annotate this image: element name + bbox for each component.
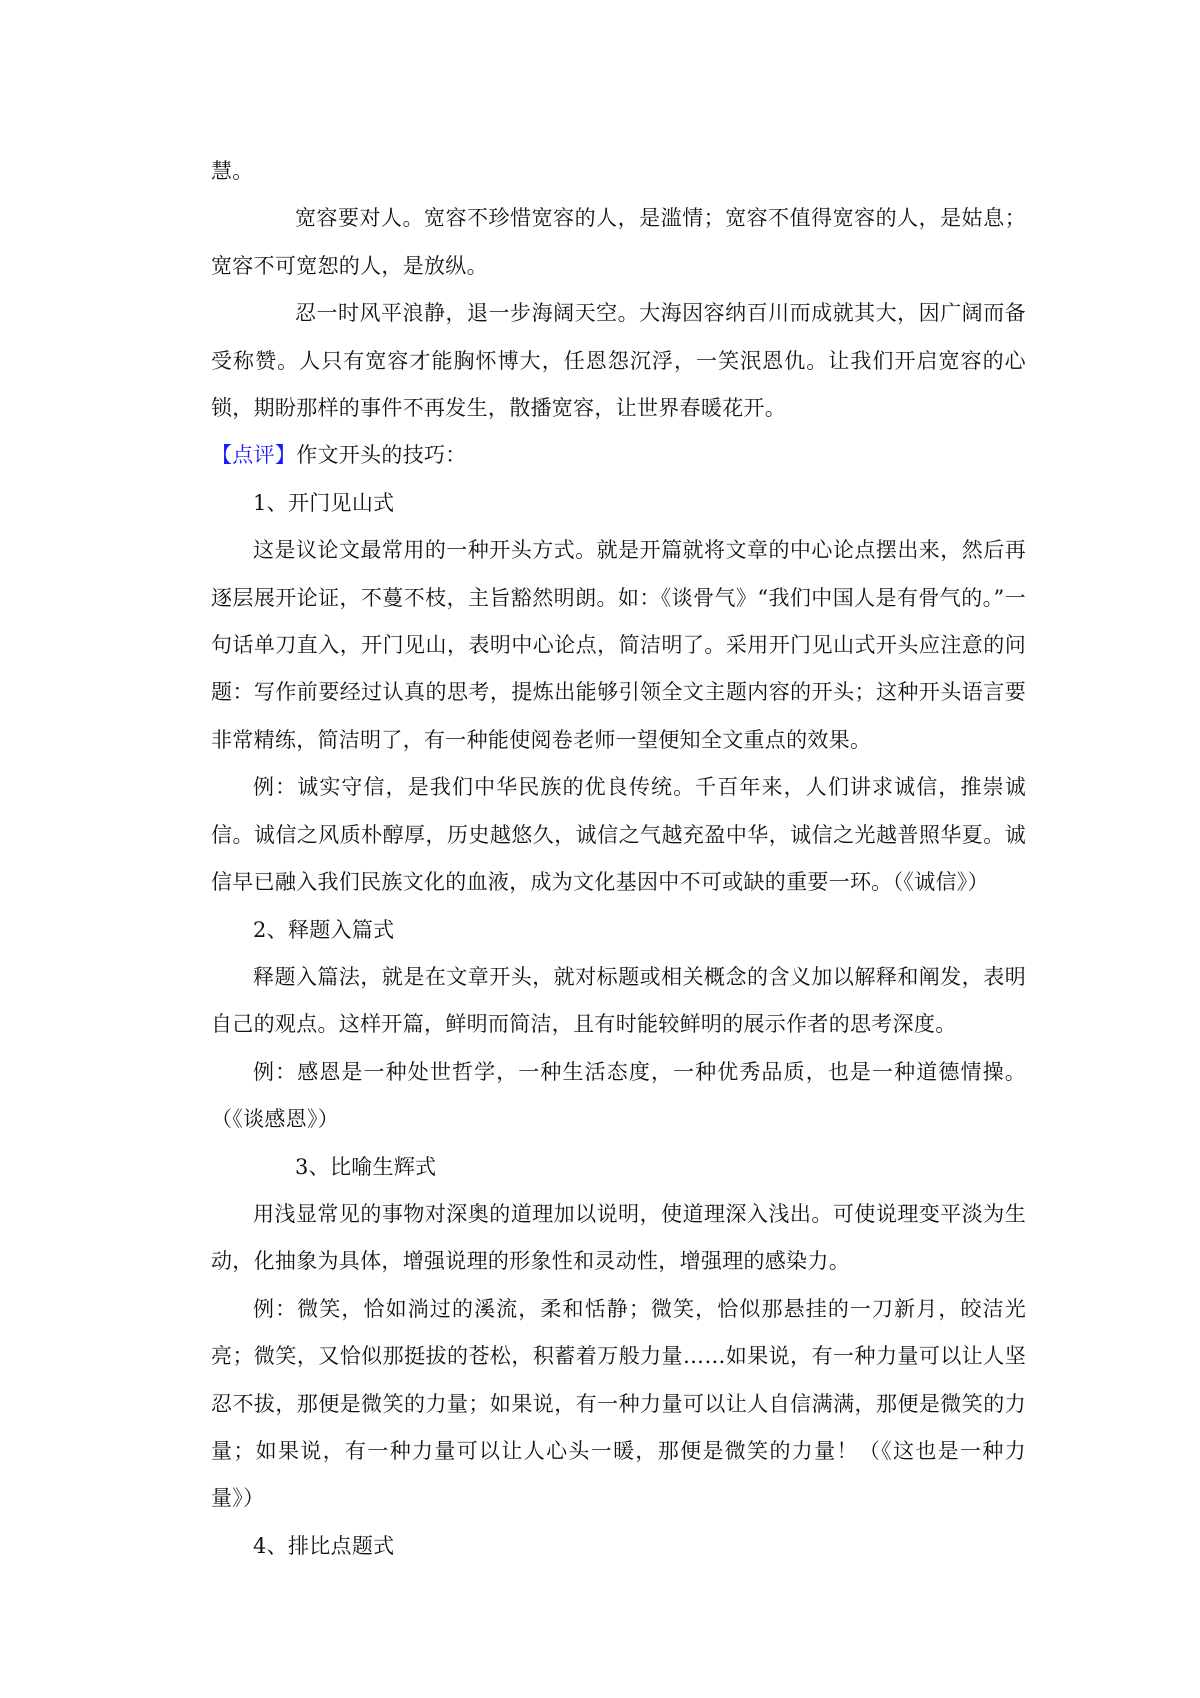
section-example-2: 例：感恩是一种处世哲学，一种生活态度，一种优秀品质，也是一种道德情操。（《谈感恩》） bbox=[211, 1059, 1026, 1132]
comment-text: 作文开头的技巧： bbox=[296, 443, 467, 468]
section-body-2: 释题入篇法，就是在文章开头，就对标题或相关概念的含义加以解释和阐发，表明自己的观点。这样开篇，鲜明而简洁，且有时能较鲜明的展示作者的思考深度。 bbox=[211, 964, 1026, 1037]
section-body-1: 这是议论文最常用的一种开头方式。就是开篇就将文章的中心论点摆出来，然后再逐层展开论证，不蔓不枝，主旨豁然明朗。如：《谈骨气》“我们中国人是有骨气的。”一句话单刀直入，开门见山，表明中心论点，简洁明了。采用开门见山式开头应注意的问题：写作前要经过认真的思考，提炼出能够引领全文主题内容的开头；这种开头语言要非常精练，简洁明了，有一种能使阅卷老师一望便知全文重点的效果。 bbox=[211, 538, 1026, 752]
section-heading-4: 4、排比点题式 bbox=[253, 1533, 395, 1558]
section-example-3: 例：微笑，恰如淌过的溪流，柔和恬静；微笑，恰似那悬挂的一刀新月，皎洁光亮；微笑，又恰似那挺拔的苍松，积蓄着万般力量……如果说，有一种力量可以让人坚忍不拔，那便是微笑的力量；如果说，有一种力量可以让人自信满满，那便是微笑的力量；如果说，有一种力量可以让人心头一暖，那便是微笑的力量！（《这也是一种力量》） bbox=[211, 1296, 1026, 1511]
section-heading-2: 2、释题入篇式 bbox=[253, 917, 395, 942]
section-heading-1: 1、开门见山式 bbox=[253, 490, 395, 515]
comment-label: 【点评】 bbox=[211, 443, 297, 468]
paragraph-continuation: 慧。 bbox=[211, 159, 254, 183]
section-heading-3: 3、比喻生辉式 bbox=[295, 1154, 437, 1179]
section-body-3: 用浅显常见的事物对深奥的道理加以说明，使道理深入浅出。可使说理变平淡为生动，化抽象为具体，增强说理的形象性和灵动性，增强理的感染力。 bbox=[211, 1201, 1026, 1274]
document-body bbox=[211, 148, 1026, 1570]
comment-line bbox=[211, 432, 1026, 479]
paragraph-tolerance-people: 宽容要对人。宽容不珍惜宽容的人，是滥情；宽容不值得宽容的人，是姑息；宽容不可宽恕的人，是放纵。 bbox=[211, 206, 1026, 278]
paragraph-tolerance-conclusion: 忍一时风平浪静，退一步海阔天空。大海因容纳百川而成就其大，因广阔而备受称赞。人只有宽容才能胸怀博大，任恩怨沉浮，一笑泯恩仇。让我们开启宽容的心锁，期盼那样的事件不再发生，散播宽容，让世界春暖花开。 bbox=[211, 301, 1026, 421]
section-example-1: 例：诚实守信，是我们中华民族的优良传统。千百年来，人们讲求诚信，推崇诚信。诚信之风质朴醇厚，历史越悠久，诚信之气越充盈中华，诚信之光越普照华夏。诚信早已融入我们民族文化的血液，成为文化基因中不可或缺的重要一环。（《诚信》） bbox=[211, 775, 1026, 895]
